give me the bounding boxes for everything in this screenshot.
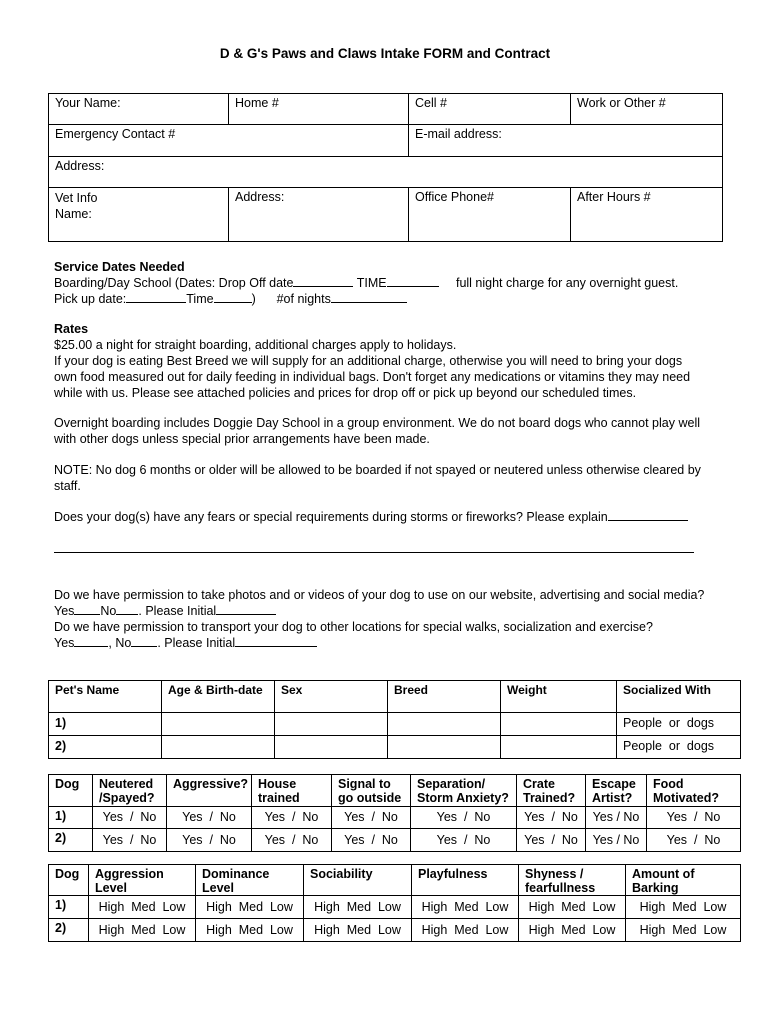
pets-header-socialized: Socialized With: [617, 681, 741, 713]
level-choice[interactable]: High Med Low: [412, 896, 519, 919]
level-choice[interactable]: High Med Low: [626, 919, 741, 942]
your-name-label: Your Name:: [55, 96, 121, 110]
vet-name-label: Name:: [55, 207, 92, 221]
pet-socialized-cell[interactable]: People or dogs: [617, 736, 741, 759]
pet-socialized-cell[interactable]: People or dogs: [617, 713, 741, 736]
table-row: [49, 807, 741, 829]
rates-text-5: Overnight boarding includes Doggie Day School in a group environment. We do not board dogs who cannot play well: [54, 416, 700, 430]
behavior-header-signal: Signal to go outside: [332, 775, 411, 807]
yes-no-choice[interactable]: Yes / No: [586, 807, 647, 829]
after-hours-field[interactable]: [571, 188, 723, 242]
drop-off-time-blank[interactable]: [387, 275, 439, 287]
office-phone-field[interactable]: [409, 188, 571, 242]
address-label: Address:: [55, 159, 105, 173]
contact-table: [48, 93, 723, 242]
yes-no-choice[interactable]: Yes / No: [411, 829, 517, 852]
level-choice[interactable]: High Med Low: [519, 919, 626, 942]
rates-text-6: with other dogs unless special prior arrangements have been made.: [54, 432, 430, 446]
table-row: [49, 713, 741, 736]
yes-no-choice[interactable]: Yes / No: [332, 829, 411, 852]
behavior-header-neutered: Neutered /Spayed?: [93, 775, 167, 807]
emergency-contact-field[interactable]: [49, 125, 409, 157]
yes-no-choice[interactable]: Yes / No: [252, 807, 332, 829]
form-title: D & G's Paws and Claws Intake FORM and Contract: [219, 46, 551, 61]
rates-heading: Rates: [54, 322, 89, 336]
level-header-barking: Amount of Barking: [626, 865, 741, 896]
pets-header-age: Age & Birth-date: [162, 681, 275, 713]
pets-header-breed: Breed: [388, 681, 501, 713]
fears-question: Does your dog(s) have any fears or special requirements during storms or fireworks? Please explain: [54, 509, 688, 525]
pet-breed-cell[interactable]: [388, 736, 501, 759]
level-choice[interactable]: High Med Low: [304, 919, 412, 942]
level-row-number: 2): [49, 919, 89, 942]
yes-no-choice[interactable]: Yes / No: [517, 829, 586, 852]
pick-up-time-blank[interactable]: [214, 291, 252, 303]
home-phone-label: Home #: [235, 96, 279, 110]
table-row: [49, 829, 741, 852]
level-choice[interactable]: High Med Low: [412, 919, 519, 942]
temperament-table: [48, 864, 741, 942]
service-heading: Service Dates Needed: [54, 260, 185, 274]
work-phone-field[interactable]: [571, 94, 723, 125]
service-line-1: Boarding/Day School (Dates: Drop Off date TIME full night charge for any overnight guest.: [54, 276, 679, 290]
cell-phone-label: Cell #: [415, 96, 447, 110]
vet-address-field[interactable]: [229, 188, 409, 242]
cell-phone-field[interactable]: [409, 94, 571, 125]
address-field[interactable]: [49, 157, 723, 188]
photo-permission-question: Do we have permission to take photos and or videos of your dog to use on our website, advertising and social media?: [54, 588, 705, 602]
yes-no-choice[interactable]: Yes / No: [167, 807, 252, 829]
photo-initial-blank[interactable]: [216, 603, 276, 615]
yes-no-choice[interactable]: Yes / No: [167, 829, 252, 852]
behavior-header-aggressive: Aggressive?: [167, 775, 252, 807]
level-row-number: 1): [49, 896, 89, 919]
yes-no-choice[interactable]: Yes / No: [411, 807, 517, 829]
yes-no-choice[interactable]: Yes / No: [586, 829, 647, 852]
office-phone-label: Office Phone#: [415, 190, 494, 204]
pets-header-sex: Sex: [275, 681, 388, 713]
level-choice[interactable]: High Med Low: [196, 919, 304, 942]
your-name-field[interactable]: [49, 94, 229, 125]
pet-age-cell[interactable]: [162, 736, 275, 759]
transport-no-blank[interactable]: [131, 635, 157, 647]
rates-text-3: own food measured out for daily feeding in individual bags. Don't forget any medications or vitamins they may need: [54, 370, 691, 384]
note-text-2: staff.: [54, 479, 81, 493]
yes-no-choice[interactable]: Yes / No: [93, 829, 167, 852]
pets-header-name: Pet's Name: [49, 681, 162, 713]
level-choice[interactable]: High Med Low: [89, 896, 196, 919]
email-field[interactable]: [409, 125, 723, 157]
level-choice[interactable]: High Med Low: [304, 896, 412, 919]
pet-weight-cell[interactable]: [501, 736, 617, 759]
yes-no-choice[interactable]: Yes / No: [647, 829, 741, 852]
behavior-header-food: Food Motivated?: [647, 775, 741, 807]
pet-row-number: 2): [49, 736, 162, 759]
photo-no-blank[interactable]: [116, 603, 138, 615]
pet-sex-cell[interactable]: [275, 736, 388, 759]
behavior-table: [48, 774, 741, 852]
level-header-dog: Dog: [49, 865, 89, 896]
transport-permission-line: Yes , No . Please Initial: [54, 635, 317, 651]
behavior-header-crate: Crate Trained?: [517, 775, 586, 807]
service-line-2: Pick up date: Time ) #of nights: [54, 291, 407, 307]
behavior-header-escape: Escape Artist?: [586, 775, 647, 807]
level-choice[interactable]: High Med Low: [196, 896, 304, 919]
behavior-header-dog: Dog: [49, 775, 93, 807]
level-header-dominance: Dominance Level: [196, 865, 304, 896]
level-choice[interactable]: High Med Low: [519, 896, 626, 919]
home-phone-field[interactable]: [229, 94, 409, 125]
note-text-1: NOTE: No dog 6 months or older will be allowed to be boarded if not spayed or neutered unless otherwise cleared by: [54, 463, 701, 477]
photo-permission-line: Yes No . Please Initial: [54, 603, 276, 619]
after-hours-label: After Hours #: [577, 190, 651, 204]
pet-age-cell[interactable]: [162, 713, 275, 736]
yes-no-choice[interactable]: Yes / No: [332, 807, 411, 829]
vet-address-label: Address:: [235, 190, 285, 204]
drop-off-date-blank[interactable]: [293, 275, 353, 287]
rates-text-4: while with us. Please see attached policies and prices for drop off or pick up beyond our scheduled times.: [54, 386, 637, 400]
behavior-header-anxiety: Separation/ Storm Anxiety?: [411, 775, 517, 807]
behavior-row-number: 1): [49, 807, 93, 829]
level-header-sociability: Sociability: [304, 865, 412, 896]
pet-sex-cell[interactable]: [275, 713, 388, 736]
vet-info-label: Vet Info: [55, 191, 98, 205]
pets-header-weight: Weight: [501, 681, 617, 713]
work-phone-label: Work or Other #: [577, 96, 666, 110]
table-row: [49, 896, 741, 919]
fears-blank[interactable]: [608, 509, 688, 521]
yes-no-choice[interactable]: Yes / No: [517, 807, 586, 829]
vet-info-field[interactable]: [49, 188, 229, 242]
rates-text-1: $25.00 a night for straight boarding, additional charges apply to holidays.: [54, 338, 457, 352]
transport-yes-blank[interactable]: [74, 635, 108, 647]
emergency-contact-label: Emergency Contact #: [55, 127, 176, 141]
transport-initial-blank[interactable]: [235, 635, 317, 647]
pet-weight-cell[interactable]: [501, 713, 617, 736]
photo-yes-blank[interactable]: [74, 603, 100, 615]
rates-text-2: If your dog is eating Best Breed we will supply for an additional charge, otherwise you will need to bring your dogs: [54, 354, 683, 368]
transport-permission-question: Do we have permission to transport your dog to other locations for special walks, socialization and exercise?: [54, 620, 653, 634]
yes-no-choice[interactable]: Yes / No: [647, 807, 741, 829]
behavior-row-number: 2): [49, 829, 93, 852]
pet-row-number: 1): [49, 713, 162, 736]
email-label: E-mail address:: [415, 127, 502, 141]
pet-breed-cell[interactable]: [388, 713, 501, 736]
pets-table: [48, 680, 741, 759]
level-header-shyness: Shyness / fearfullness: [519, 865, 626, 896]
level-header-playfulness: Playfulness: [412, 865, 519, 896]
behavior-header-house-trained: House trained: [252, 775, 332, 807]
yes-no-choice[interactable]: Yes / No: [93, 807, 167, 829]
table-row: [49, 736, 741, 759]
level-header-aggression: Aggression Level: [89, 865, 196, 896]
table-row: [49, 919, 741, 942]
fears-answer-line[interactable]: [54, 552, 694, 553]
level-choice[interactable]: High Med Low: [89, 919, 196, 942]
pick-up-date-blank[interactable]: [126, 291, 186, 303]
yes-no-choice[interactable]: Yes / No: [252, 829, 332, 852]
level-choice[interactable]: High Med Low: [626, 896, 741, 919]
nights-blank[interactable]: [331, 291, 407, 303]
